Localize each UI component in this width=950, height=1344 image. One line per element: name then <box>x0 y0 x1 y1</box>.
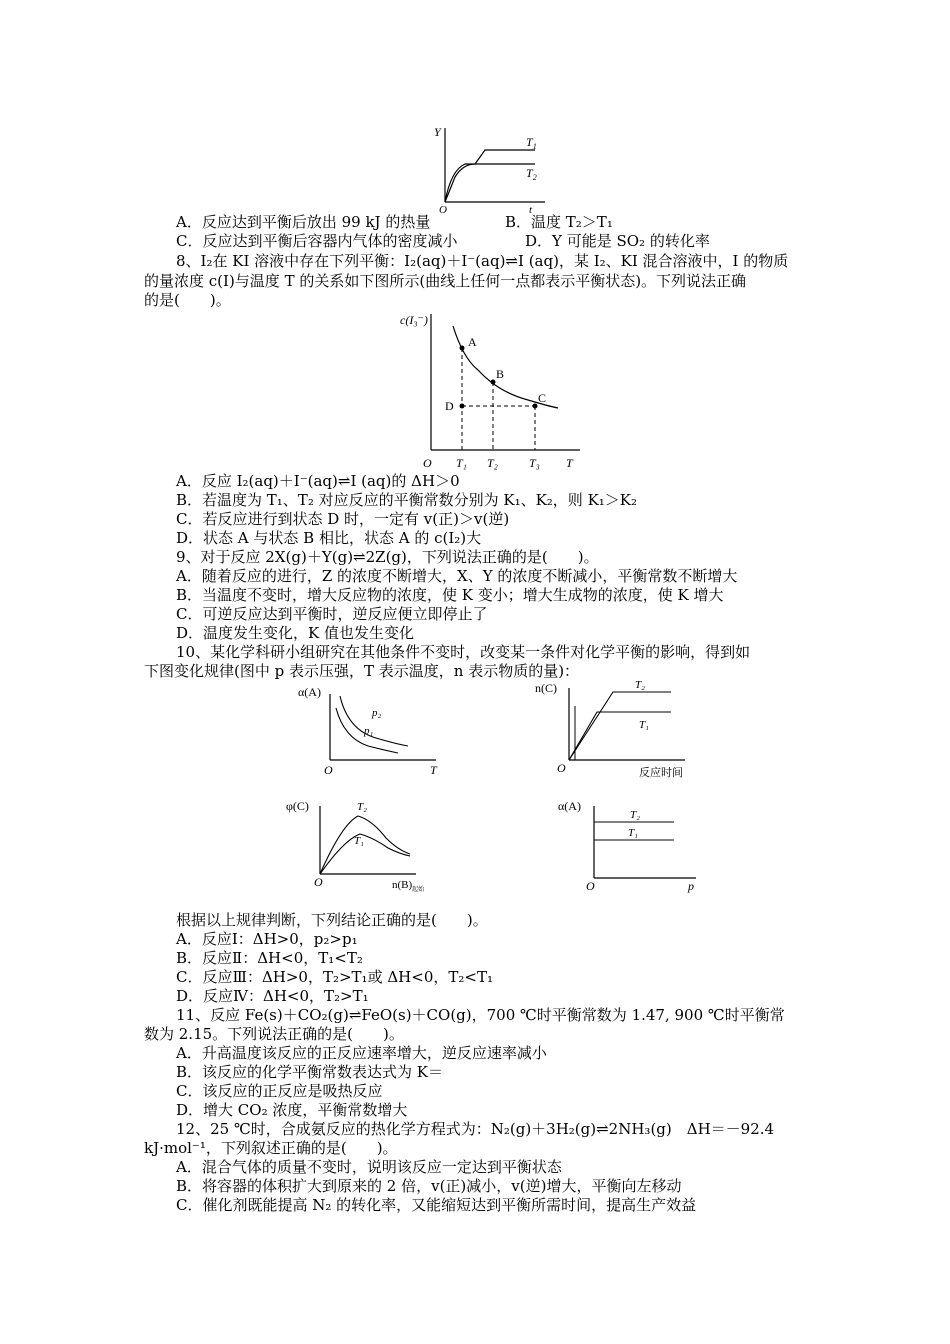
q8-tick-t1: T₁ <box>456 456 467 470</box>
q10-stem-line2: 下图变化规律(图中 p 表示压强，T 表示温度，n 表示物质的量)： <box>144 662 580 680</box>
q10-f2-c1-label: T₂ <box>635 679 645 691</box>
q10-figure-1 <box>296 680 446 780</box>
q11-option-d: D．增大 CO₂ 浓度，平衡常数增大 <box>176 1101 408 1119</box>
q8-option-c: C．若反应进行到状态 D 时，一定有 v(正)＞v(逆) <box>176 510 510 528</box>
q7-y-axis-label: Y <box>434 125 441 139</box>
q10-f2-x-label: 反应时间 <box>639 767 683 779</box>
q7-option-b: B．温度 T₂＞T₁ <box>505 213 613 231</box>
q10-option-c: C．反应Ⅲ：ΔH>0，T₂>T₁或 ΔH<0，T₂<T₁ <box>176 968 493 986</box>
q10-option-b: B．反应Ⅱ：ΔH<0，T₁<T₂ <box>176 949 363 967</box>
q8-x-axis-label: T <box>566 456 573 470</box>
q7-curve-t1 <box>445 150 535 202</box>
q11-stem-line1: 11、反应 Fe(s)＋CO₂(g)⇌FeO(s)＋CO(g)，700 ℃时平衡常数为 1.47, 900 ℃时平衡常 <box>176 1006 785 1024</box>
q8-label-a: A <box>468 335 477 349</box>
q10-f2-y-label: n(C) <box>535 681 557 695</box>
q11-option-a: A．升高温度该反应的正反应速率增大，逆反应速率减小 <box>176 1044 547 1062</box>
q12-stem-line1: 12、25 ℃时，合成氨反应的热化学方程式为：N₂(g)＋3H₂(g)⇌2NH₃(g) ΔH＝－92.4 <box>176 1120 775 1138</box>
q10-f4-x-label: p <box>688 879 694 893</box>
q9-option-b: B．当温度不变时，增大反应物的浓度，使 K 变小；增大生成物的浓度，使 K 增大 <box>176 586 724 604</box>
q10-f3-curve-t2 <box>320 816 410 874</box>
q10-figure-2 <box>535 676 710 780</box>
q8-point-d <box>460 404 465 409</box>
q10-f4-y-label: α(A) <box>558 799 581 813</box>
q7-origin: O <box>439 204 447 216</box>
q10-f2-c2-label: T₁ <box>639 719 649 731</box>
q10-f3-c1-label: T₂ <box>357 801 367 813</box>
q8-label-c: C <box>538 391 547 405</box>
q12-option-b: B．将容器的体积扩大到原来的 2 倍，v(正)减小，v(逆)增大，平衡向左移动 <box>176 1177 682 1195</box>
q10-f1-y-label: α(A) <box>298 685 321 699</box>
q8-y-axis-label: c(I₃⁻) <box>400 313 428 327</box>
q10-option-a: A．反应Ⅰ：ΔH>0，p₂>p₁ <box>176 930 358 948</box>
q8-tick-t2: T₂ <box>487 456 498 470</box>
q10-judge: 根据以上规律判断，下列结论正确的是( )。 <box>176 911 488 929</box>
q9-option-c: C．可逆反应达到平衡时，逆反应便立即停止了 <box>176 605 488 623</box>
q10-option-d: D．反应Ⅳ：ΔH<0，T₂>T₁ <box>176 987 369 1005</box>
q8-stem-line3: 的是( )。 <box>144 291 231 309</box>
q12-stem-line2: kJ·mol⁻¹，下列叙述正确的是( )。 <box>144 1139 398 1157</box>
q9-option-a: A．随着反应的进行，Z 的浓度不断增大，X、Y 的浓度不断减小，平衡常数不断增大 <box>176 567 738 585</box>
q7-option-a: A．反应达到平衡后放出 99 kJ 的热量 <box>176 213 431 231</box>
q8-figure <box>398 308 588 474</box>
q7-t2-label: $T_2$ <box>526 166 537 182</box>
q8-stem-line2: 的量浓度 c(I)与温度 T 的关系如下图所示(曲线上任何一点都表示平衡状态)。下列说法正确 <box>144 272 747 290</box>
q10-f1-c1-label: p₂ <box>372 707 382 719</box>
q10-f1-c2-label: p₁ <box>364 725 374 737</box>
q8-stem-line1: 8、I₂在 KI 溶液中存在下列平衡：I₂(aq)＋I⁻(aq)⇌I (aq)，某 I₂、KI 混合溶液中，I 的物质 <box>176 252 789 270</box>
q10-figure-4 <box>556 798 706 892</box>
q10-stem-line1: 10、某化学科研小组研究在其他条件不变时，改变某一条件对化学平衡的影响，得到如 <box>176 643 751 661</box>
q11-option-b: B．该反应的化学平衡常数表达式为 K＝ <box>176 1063 443 1081</box>
q7-t1-label: $T_1$ <box>526 135 537 151</box>
q10-f1-curve-p2 <box>340 696 408 746</box>
q8-option-b: B．若温度为 T₁、T₂ 对应反应的平衡常数分别为 K₁、K₂，则 K₁＞K₂ <box>176 491 638 509</box>
q11-option-c: C．该反应的正反应是吸热反应 <box>176 1082 383 1100</box>
q10-f3-x-label: $n(B)_{起始}$ <box>392 879 425 893</box>
q7-x-axis-label: t <box>529 204 533 216</box>
q7-curve-t2 <box>445 164 535 202</box>
q7-option-d: D．Y 可能是 SO₂ 的转化率 <box>525 232 710 250</box>
q8-label-d: D <box>445 399 454 413</box>
q10-figure-3 <box>286 794 446 894</box>
q10-f4-origin: O <box>586 879 595 893</box>
q10-f3-y-label: φ(C) <box>286 799 309 813</box>
q10-f3-curve-t1 <box>320 834 410 874</box>
q8-origin: O <box>423 456 432 470</box>
q10-f4-c2-label: T₁ <box>628 827 638 839</box>
q12-option-a: A．混合气体的质量不变时，说明该反应一定达到平衡状态 <box>176 1158 562 1176</box>
q8-tick-t3: T₃ <box>529 456 540 470</box>
q10-f2-curve-t2 <box>569 692 671 760</box>
q7-option-c: C．反应达到平衡后容器内气体的密度减小 <box>176 232 458 250</box>
q8-option-d: D．状态 A 与状态 B 相比，状态 A 的 c(I₂)大 <box>176 529 482 547</box>
q10-f2-origin: O <box>557 761 566 775</box>
q10-f1-origin: O <box>324 763 333 777</box>
q9-stem: 9、对于反应 2X(g)＋Y(g)⇌2Z(g)，下列说法正确的是( )。 <box>176 548 599 566</box>
q9-option-d: D．温度发生变化，K 值也发生变化 <box>176 624 415 642</box>
q10-f3-origin: O <box>314 875 323 889</box>
q8-point-c <box>533 404 538 409</box>
q8-point-b <box>491 380 496 385</box>
q10-f1-x-label: T <box>430 763 437 777</box>
q11-stem-line2: 数为 2.15。下列说法正确的是( )。 <box>144 1025 404 1043</box>
q12-option-c: C．催化剂既能提高 N₂ 的转化率，又能缩短达到平衡所需时间，提高生产效益 <box>176 1196 697 1214</box>
q10-f4-c1-label: T₂ <box>630 809 640 821</box>
q10-f3-c2-label: T₁ <box>354 835 364 847</box>
q8-point-a <box>460 346 465 351</box>
q8-label-b: B <box>496 367 505 381</box>
q7-figure <box>425 122 555 214</box>
q8-option-a: A．反应 I₂(aq)＋I⁻(aq)⇌I (aq)的 ΔH＞0 <box>176 472 460 490</box>
